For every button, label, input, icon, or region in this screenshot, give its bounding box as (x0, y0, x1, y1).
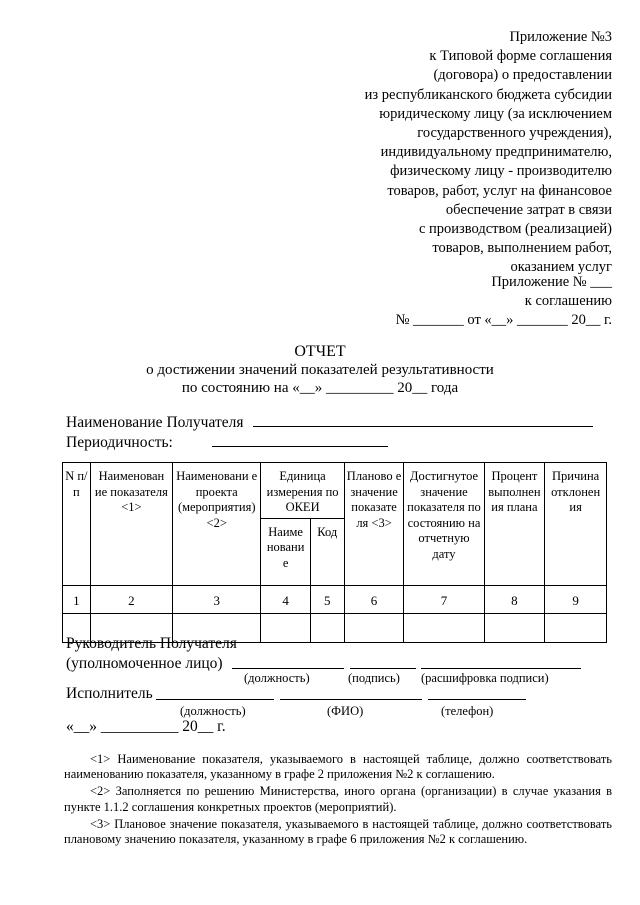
footnote-1: <1> Наименование показателя, указываемого в настоящей таблице, должно соответствовать наименованию показателя, указанному в графе 2 приложения №2 к соглашению. (64, 752, 612, 782)
table-cell[interactable] (484, 614, 545, 643)
caption-phone: (телефон) (441, 704, 494, 718)
report-title: ОТЧЕТ (294, 343, 346, 360)
signature-date-line: «__» __________ 20__ г. (66, 718, 226, 735)
appendix-line: физическому лицу - производителю (390, 163, 612, 180)
executor-phone-field[interactable] (428, 685, 526, 700)
agreement-number-date: № _______ от «__» _______ 20__ г. (395, 312, 612, 329)
appendix-line: с производством (реализацией) (418, 221, 612, 238)
caption-position: (должность) (244, 671, 310, 685)
caption-fio: (ФИО) (327, 704, 364, 718)
header-plan-percent: Процент выполнен ия плана (484, 463, 545, 586)
appendix-line: товаров, выполнением работ, (432, 240, 612, 257)
appendix-line: государственного учреждения), (417, 125, 612, 142)
periodicity-label: Периодичность: (66, 434, 173, 451)
caption-signature: (подпись) (348, 671, 400, 685)
header-unit: Единица измерения по ОКЕИ (261, 463, 344, 519)
recipient-name-row (66, 412, 593, 432)
caption-decoding: (расшифровка подписи) (421, 671, 549, 685)
appendix-header (282, 28, 612, 278)
periodicity-row (66, 432, 388, 452)
appendix-line: индивидуальному предпринимателю, (380, 144, 612, 161)
report-table (62, 462, 607, 643)
header-deviation-reason: Причина отклонен ия (545, 463, 607, 586)
table-cell[interactable] (344, 614, 404, 643)
column-number: 5 (310, 585, 344, 614)
recipient-name-label: Наименование Получателя (66, 414, 244, 431)
executor-label: Исполнитель (66, 685, 153, 702)
appendix-line: юридическому лицу (за исключением (379, 105, 612, 122)
head-signature-field[interactable] (350, 654, 416, 669)
header-n: N п/п (63, 463, 91, 586)
head-position-field[interactable] (232, 654, 344, 669)
table-cell[interactable] (261, 614, 310, 643)
table-number-row (63, 585, 607, 614)
report-date-line: по состоянию на «__» _________ 20__ года (181, 380, 459, 396)
head-label-line2: (уполномоченное лицо) (66, 655, 223, 672)
header-indicator-name: Наименован ие показателя <1> (90, 463, 172, 586)
header-project-name: Наименовани е проекта (мероприятия) <2> (173, 463, 261, 586)
appendix-line: оказанием услуг (510, 259, 612, 276)
executor-fio-field[interactable] (280, 685, 422, 700)
head-label-line1: Руководитель Получателя (66, 635, 237, 652)
header-planned-value: Планово е значение показате ля <3> (344, 463, 404, 586)
agreement-reference (282, 273, 612, 331)
recipient-name-field[interactable] (253, 412, 593, 427)
footnote-3: <3> Плановое значение показателя, указываемого в настоящей таблице, должно соответствовать плановому значению показателя, указанному в графе 6 приложения №2 к соглашению. (64, 816, 612, 847)
column-number: 6 (344, 585, 404, 614)
table-cell[interactable] (404, 614, 484, 643)
footnotes (64, 752, 612, 849)
column-number: 3 (173, 585, 261, 614)
appendix-line: из республиканского бюджета субсидии (364, 86, 612, 103)
report-subtitle: о достижении значений показателей результативности (146, 362, 494, 378)
column-number: 2 (90, 585, 172, 614)
periodicity-field[interactable] (212, 432, 388, 447)
agreement-appendix-number: Приложение № ___ (491, 274, 612, 290)
appendix-line: товаров, работ, услуг на финансовое (387, 182, 612, 199)
table-cell[interactable] (545, 614, 607, 643)
appendix-line: (договора) о предоставлении (433, 67, 612, 84)
appendix-line: к Типовой форме соглашения (429, 48, 612, 65)
header-achieved-value: Достигнутое значение показателя по состоянию на отчетную дату (404, 463, 484, 586)
table-header-row (63, 463, 607, 519)
appendix-line: обеспечение затрат в связи (445, 201, 612, 218)
caption-executor-position: (должность) (180, 704, 246, 718)
footnote-2: <2> Заполняется по решению Министерства, иного органа (организации) в случае указания в пункте 1.1.2 соглашения конкретных проектов (мероприятий). (64, 784, 612, 814)
column-number: 7 (404, 585, 484, 614)
column-number: 4 (261, 585, 310, 614)
header-unit-name: Наиме новани е (261, 518, 310, 585)
column-number: 1 (63, 585, 91, 614)
executor-position-field[interactable] (156, 685, 274, 700)
agreement-caption: к соглашению (524, 293, 612, 310)
column-number: 8 (484, 585, 545, 614)
appendix-line: Приложение №3 (509, 29, 612, 45)
head-decoding-field[interactable] (421, 654, 581, 669)
header-unit-code: Код (310, 518, 344, 585)
column-number: 9 (545, 585, 607, 614)
table-cell[interactable] (310, 614, 344, 643)
